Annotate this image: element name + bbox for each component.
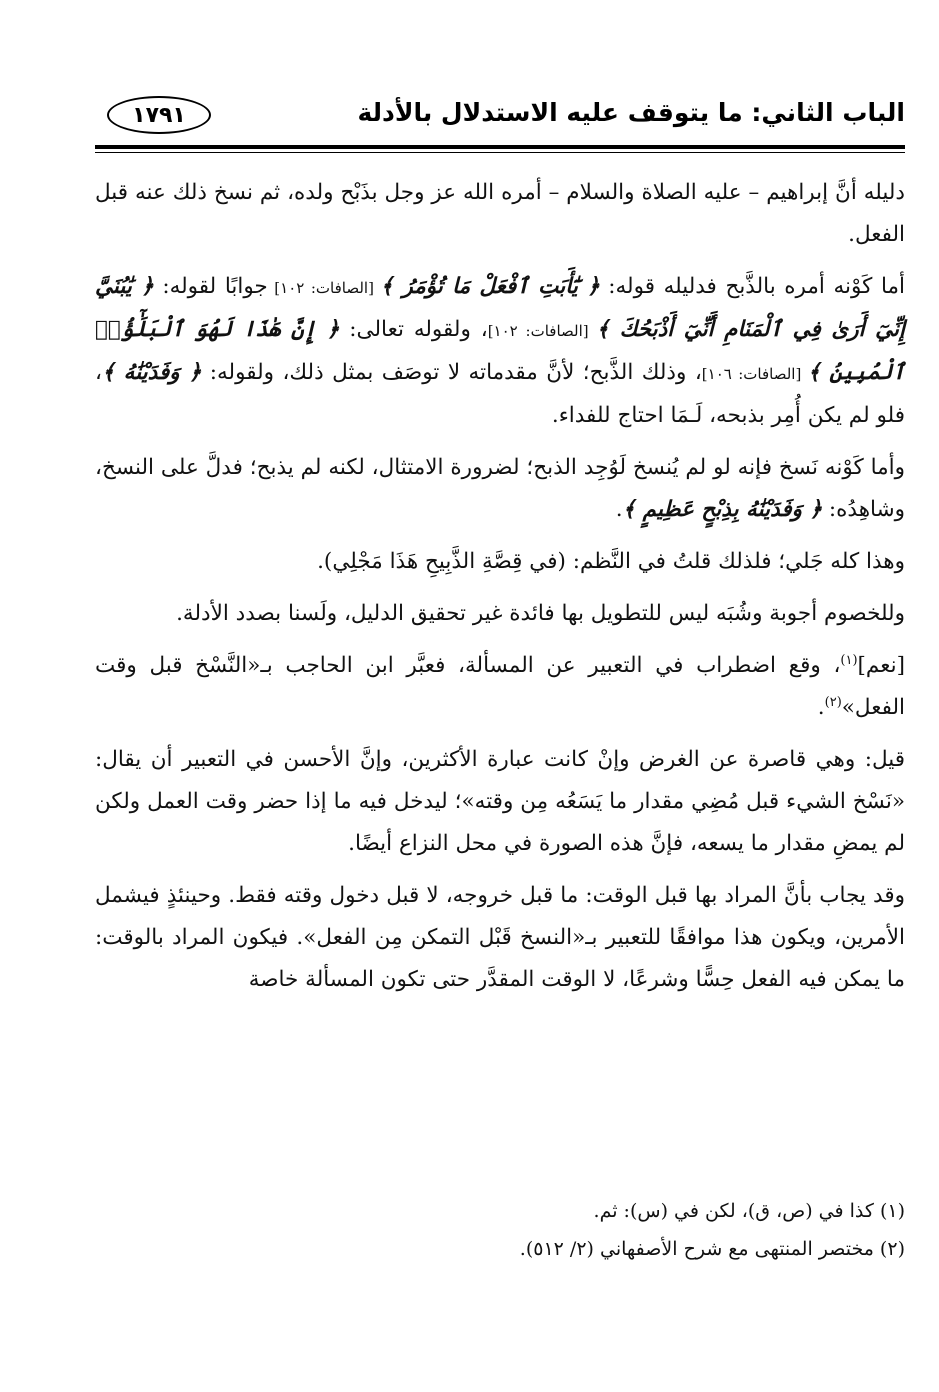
text-run: . — [615, 497, 623, 522]
text-run: . — [817, 695, 825, 720]
text-run: دليله أنَّ إبراهيم – عليه الصلاة والسلام – أمره الله عز وجل بذَبْح ولده، ثم نسخ ذلك عنه قبل الفعل. — [95, 180, 905, 247]
footnote: (٢) مختصر المنتهى مع شرح الأصفهاني (٢/ ٥١٢). — [519, 1238, 905, 1260]
footnote-marker: (١) — [840, 652, 858, 668]
text-run: ، وقع اضطراب في التعبير عن المسألة، فعبَّر ابن الحاجب بـ«النَّسْخ قبل وقت الفعل» — [95, 653, 905, 720]
text-run: [نعم] — [857, 653, 905, 678]
text-run: وهذا كله جَلي؛ فلذلك قلتُ في النَّظم: (في قِصَّةِ الذَّبِيحِ هَذَا مَجْلِي). — [317, 549, 905, 574]
text-run: جوابًا لقوله: — [153, 274, 268, 299]
verse-reference: [الصافات: ١٠٢] — [487, 322, 597, 340]
quran-verse: ﴿ وَفَدَيْنَٰهُ ﴾ — [101, 360, 202, 385]
quran-verse: ﴿ إِنَّ هَٰذَا لَهُوَ ٱلْبَلَٰٓؤُا۟ ٱلْمُبِينُ ﴾ — [95, 317, 905, 385]
text-run: وقد يجاب بأنَّ المراد بها قبل الوقت: ما قبل خروجه، لا قبل دخول وقته فقط. وحينئذٍ فيشمل الأمرين، ويكون هذا موافقًا للتعبير بـ«النسخ قَبْل التمكن مِن الفعل». فيكون المراد بالوقت: ما يمكن فيه الفعل حِسًّا وشرعًا، لا الوقت المقدَّر حتى تكون المسألة خاصة — [95, 883, 905, 992]
footnotes — [95, 1192, 905, 1268]
paragraph — [95, 172, 905, 256]
paragraph — [95, 645, 905, 729]
text-run: ، وذلك الذَّبح؛ لأنَّ مقدماته لا توصَف بمثل ذلك، ولقوله: — [201, 360, 702, 385]
paragraph — [95, 875, 905, 1001]
paragraph — [95, 739, 905, 865]
verse-reference: [الصافات: ١٠٢] — [267, 279, 381, 297]
quran-verse: ﴿ يَٰٓأَبَتِ ٱفْعَلْ مَا تُؤْمَرُ ﴾ — [380, 274, 600, 299]
page-header — [95, 92, 905, 148]
text-run: ، فلو لم يكن أُمِر بذبحه، لَـمَا احتاج للفداء. — [95, 360, 905, 428]
text-run: أما كَوْنه أمره بالذَّبح فدليله قوله: — [599, 274, 906, 299]
header-rule-thick — [95, 145, 905, 149]
footnote-marker: (٢) — [824, 694, 842, 710]
page-number: ١٧٩١ — [107, 96, 211, 134]
text-run: قيل: وهي قاصرة عن الغرض وإنْ كانت عبارة الأكثرين، وإنَّ الأحسن في التعبير أن يقال: «نَسْخ الشيء قبل مُضِي مقدار ما يَسَعُه مِن وقته»؛ ليدخل فيه ما إذا حضر وقت العمل ولكن لم يمضِ مقدار ما يسعه، فإنَّ هذه الصورة في محل النزاع أيضًا. — [95, 747, 905, 856]
quran-verse: ﴿ يَٰبُنَيَّ إِنِّيٓ أَرَىٰ فِي ٱلْمَنَامِ أَنِّيٓ أَذْبَحُكَ ﴾ — [95, 274, 906, 342]
paragraph — [95, 447, 905, 531]
verse-reference: [الصافات: ١٠٦] — [701, 365, 808, 383]
body-text — [95, 172, 905, 1011]
text-run: وللخصوم أجوبة وشُبَه ليس للتطويل بها فائدة غير تحقيق الدليل، ولَسنا بصدد الأدلة. — [176, 601, 905, 626]
footnote: (١) كذا في (ص، ق)، لكن في (س): ثم. — [593, 1200, 905, 1222]
paragraph — [95, 593, 905, 635]
paragraph — [95, 541, 905, 583]
text-run: ، ولقوله تعالى: — [339, 317, 488, 342]
header-rule-thin — [95, 152, 905, 153]
paragraph — [95, 266, 905, 437]
text-run: وأما كَوْنه نَسخ فإنه لو لم يُنسخ لَوُجِد الذبح؛ لضرورة الامتثال، لكنه لم يذبح؛ فدلَّ على النسخ، وشاهِدُه: — [95, 455, 905, 522]
quran-verse: ﴿ وَفَدَيْنَٰهُ بِذِبْحٍ عَظِيمٍ ﴾ — [622, 497, 823, 522]
running-title: الباب الثاني: ما يتوقف عليه الاستدلال بالأدلة — [357, 98, 905, 127]
